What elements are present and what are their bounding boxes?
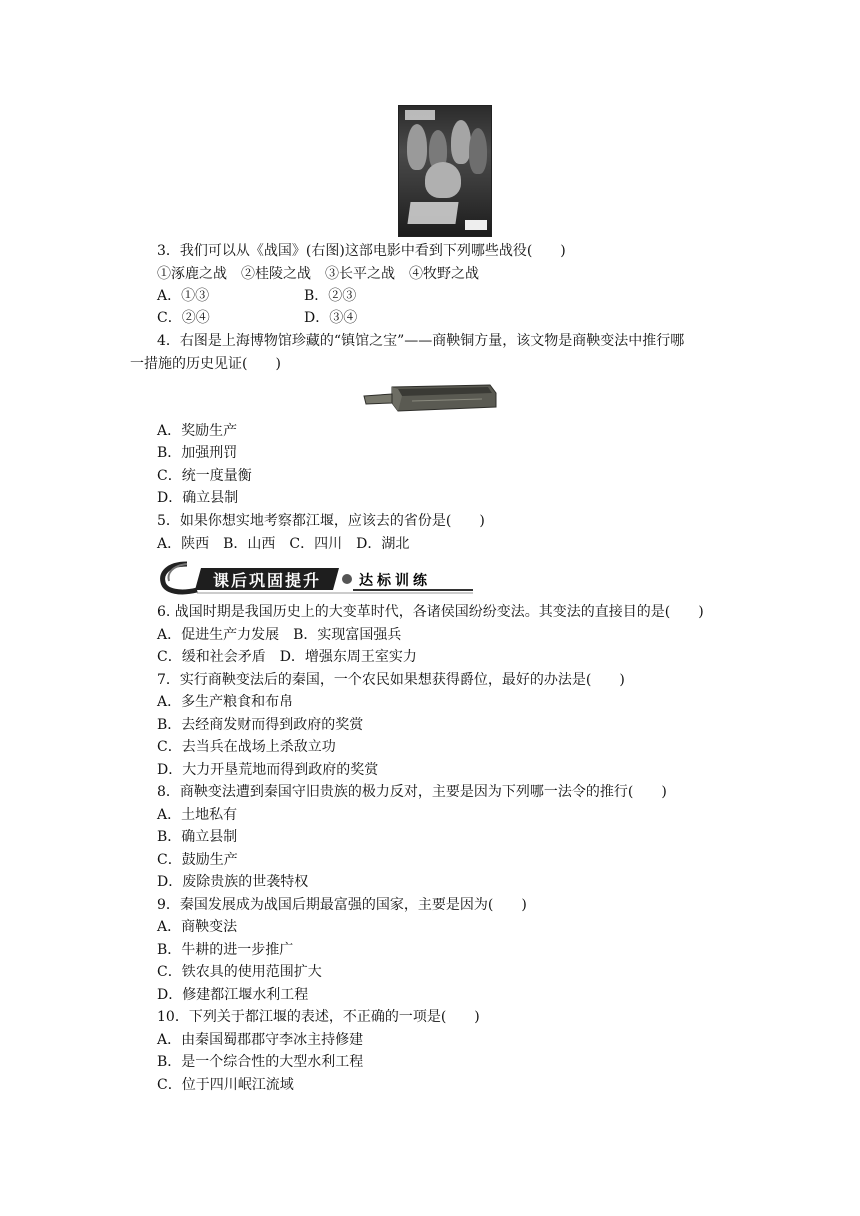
poster-title <box>407 202 458 224</box>
q3-option-d: D．③④ <box>304 310 358 326</box>
q8-option-d: D．废除贵族的世袭特权 <box>157 874 309 890</box>
q8-option-c: C．鼓励生产 <box>157 852 238 868</box>
q8-option-a: A．土地私有 <box>157 807 238 823</box>
poster-figure <box>451 120 471 164</box>
q9-option-c: C．铁农具的使用范围扩大 <box>157 964 322 980</box>
q4-option-a: A．奖励生产 <box>157 423 238 439</box>
q10-option-b: B．是一个综合性的大型水利工程 <box>157 1054 364 1070</box>
banner-subtitle: 达标训练 <box>359 573 431 589</box>
q6-stem: 6. 战国时期是我国历史上的大变革时代，各诸侯国纷纷变法。其变法的直接目的是( ) <box>157 604 704 620</box>
q4-option-b: B．加强刑罚 <box>157 445 238 461</box>
q9-option-b: B．牛耕的进一步推广 <box>157 942 294 958</box>
q6-options-ab: A．促进生产力发展 B．实现富国强兵 <box>157 627 402 643</box>
banner-title: 课后巩固提升 <box>213 571 322 590</box>
q7-stem: 7．实行商鞅变法后的秦国，一个农民如果想获得爵位，最好的办法是( ) <box>157 672 625 688</box>
q5-stem: 5．如果你想实地考察都江堰，应该去的省份是( ) <box>157 513 485 529</box>
poster-date-strip <box>405 110 435 120</box>
q7-option-c: C．去当兵在战场上杀敌立功 <box>157 739 336 755</box>
q9-option-a: A．商鞅变法 <box>157 919 238 935</box>
q4-stem-line1: 4．右图是上海博物馆珍藏的“镇馆之宝”——商鞅铜方量，该文物是商鞅变法中推行哪 <box>157 333 685 349</box>
q10-stem: 10．下列关于都江堰的表述，不正确的一项是( ) <box>157 1009 480 1025</box>
q7-option-d: D．大力开垦荒地而得到政府的奖赏 <box>157 762 379 778</box>
q3-option-a: A．①③ <box>157 288 210 304</box>
q5-options: A．陕西 B．山西 C．四川 D．湖北 <box>157 536 410 552</box>
q3-stem: 3．我们可以从《战国》(右图)这部电影中看到下列哪些战役( ) <box>157 243 566 259</box>
q9-stem: 9．秦国发展成为战国后期最富强的国家，主要是因为( ) <box>157 897 527 913</box>
q4-option-d: D．确立县制 <box>157 490 239 506</box>
poster-figure <box>407 124 427 170</box>
q10-option-c: C．位于四川岷江流域 <box>157 1077 294 1093</box>
q10-option-a: A．由秦国蜀郡郡守李冰主持修建 <box>157 1032 364 1048</box>
poster-figure <box>425 162 461 198</box>
q4-stem-line2: 一措施的历史见证( ) <box>130 356 281 372</box>
q7-option-b: B．去经商发财而得到政府的奖赏 <box>157 717 364 733</box>
q7-option-a: A．多生产粮食和布帛 <box>157 694 294 710</box>
q3-items: ①涿鹿之战 ②桂陵之战 ③长平之战 ④牧野之战 <box>157 266 479 282</box>
poster-logo <box>465 220 487 230</box>
q6-options-cd: C．缓和社会矛盾 D．增强东周王室实力 <box>157 649 417 665</box>
poster-figure <box>469 128 487 174</box>
q4-option-c: C．统一度量衡 <box>157 468 252 484</box>
movie-poster-image <box>398 105 492 237</box>
section-banner <box>157 560 477 596</box>
q3-option-c: C．②④ <box>157 310 210 326</box>
q8-option-b: B．确立县制 <box>157 829 238 845</box>
bronze-measure-image <box>362 381 498 415</box>
q8-stem: 8．商鞅变法遭到秦国守旧贵族的极力反对，主要是因为下列哪一法令的推行( ) <box>157 784 667 800</box>
q9-option-d: D．修建都江堰水利工程 <box>157 987 309 1003</box>
q3-option-b: B．②③ <box>304 288 357 304</box>
